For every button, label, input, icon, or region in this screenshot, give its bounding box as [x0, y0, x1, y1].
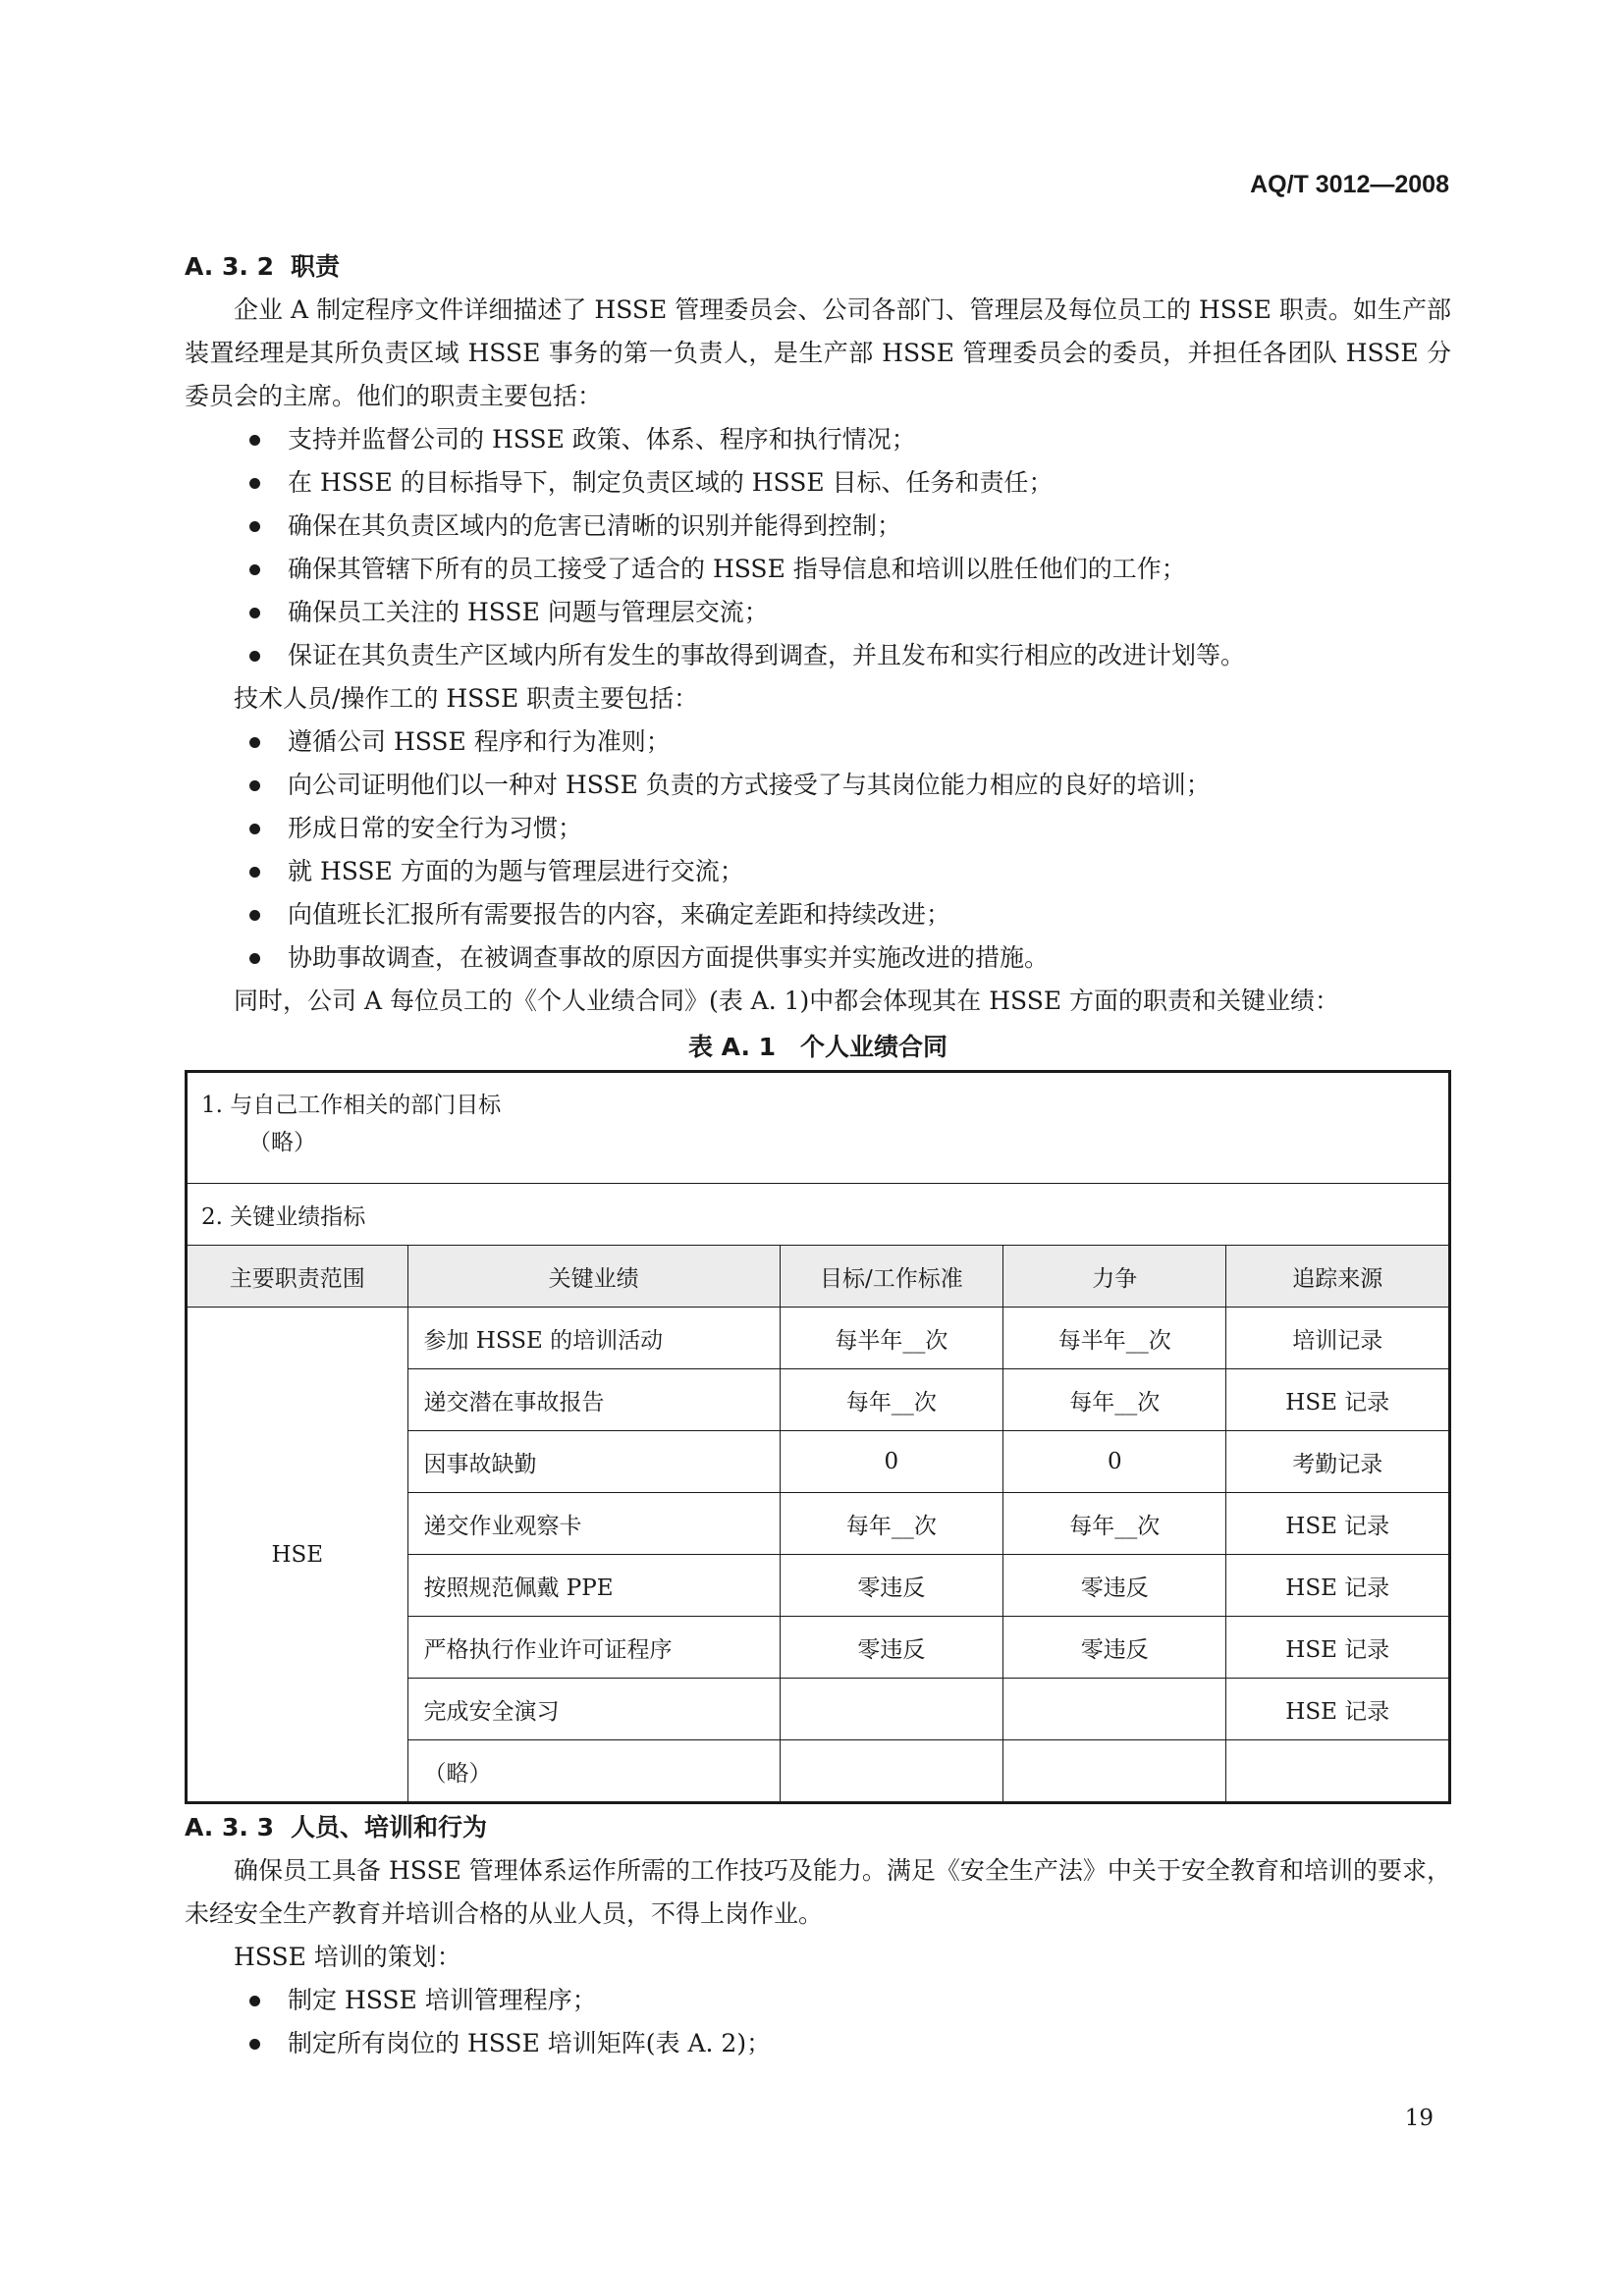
kpi-cell: 按照规范佩戴 PPE	[407, 1555, 780, 1617]
target-cell: 每半年__次	[780, 1308, 1002, 1369]
closing-paragraph: 同时，公司 A 每位员工的《个人业绩合同》(表 A. 1)中都会体现其在 HSSE 方面的职责和关键业绩：	[234, 987, 1340, 1015]
section2-cell: 2. 关键业绩指标	[187, 1184, 1450, 1246]
manager-duties-list	[185, 418, 1451, 677]
scope-cell: HSE	[187, 1308, 408, 1803]
list-item: 向公司证明他们以一种对 HSSE 负责的方式接受了与其岗位能力相应的良好的培训；	[185, 764, 1451, 807]
performance-contract-table	[185, 1070, 1451, 1804]
list-item: 制定所有岗位的 HSSE 培训矩阵(表 A. 2)；	[185, 2022, 1451, 2065]
target-cell: 每年__次	[780, 1493, 1002, 1555]
bullet-icon	[249, 435, 260, 446]
kpi-cell: 参加 HSSE 的培训活动	[407, 1308, 780, 1369]
target-cell: 0	[780, 1431, 1002, 1493]
standard-code: AQ/T 3012—2008	[1250, 171, 1449, 198]
strive-cell: 零违反	[1003, 1555, 1226, 1617]
kpi-cell: 因事故缺勤	[407, 1431, 780, 1493]
source-cell: 培训记录	[1226, 1308, 1450, 1369]
column-header: 主要职责范围	[187, 1246, 408, 1308]
bullet-icon	[249, 953, 260, 964]
table-title: 表 A. 1 个人业绩合同	[687, 1033, 948, 1061]
list-item: 遵循公司 HSSE 程序和行为准则；	[185, 721, 1451, 764]
source-cell	[1226, 1740, 1450, 1803]
source-cell: HSE 记录	[1226, 1493, 1450, 1555]
bullet-icon	[249, 824, 260, 834]
section1-cell	[187, 1072, 1450, 1184]
list-item: 制定 HSSE 培训管理程序；	[185, 1979, 1451, 2022]
kpi-cell: 递交潜在事故报告	[407, 1369, 780, 1431]
kpi-cell: 递交作业观察卡	[407, 1493, 780, 1555]
table-header-row	[187, 1246, 1450, 1308]
list-item: 确保其管辖下所有的员工接受了适合的 HSSE 指导信息和培训以胜任他们的工作；	[185, 548, 1451, 591]
target-cell	[780, 1679, 1002, 1740]
source-cell: HSE 记录	[1226, 1679, 1450, 1740]
list-item: 就 HSSE 方面的为题与管理层进行交流；	[185, 850, 1451, 893]
section-title: 职责	[291, 252, 341, 281]
kpi-cell: 严格执行作业许可证程序	[407, 1617, 780, 1679]
planning-list	[185, 1979, 1451, 2065]
bullet-icon	[249, 780, 260, 791]
bullet-icon	[249, 608, 260, 618]
list-item: 支持并监督公司的 HSSE 政策、体系、程序和执行情况；	[185, 418, 1451, 461]
column-header: 目标/工作标准	[780, 1246, 1002, 1308]
bullet-icon	[249, 478, 260, 489]
target-cell	[780, 1740, 1002, 1803]
list-item: 向值班长汇报所有需要报告的内容，来确定差距和持续改进；	[185, 893, 1451, 936]
training-paragraph: 确保员工具备 HSSE 管理体系运作所需的工作技巧及能力。满足《安全生产法》中关于安全教育和培训的要求，未经安全生产教育并培训合格的从业人员，不得上岗作业。	[185, 1856, 1451, 1928]
table-row	[187, 1308, 1450, 1369]
list-item: 形成日常的安全行为习惯；	[185, 807, 1451, 850]
list-item: 确保在其负责区域内的危害已清晰的识别并能得到控制；	[185, 505, 1451, 548]
list-item: 在 HSSE 的目标指导下，制定负责区域的 HSSE 目标、任务和责任；	[185, 461, 1451, 505]
column-header: 关键业绩	[407, 1246, 780, 1308]
strive-cell: 零违反	[1003, 1617, 1226, 1679]
page-content	[185, 245, 1451, 2065]
table-section-row	[187, 1072, 1450, 1184]
strive-cell	[1003, 1679, 1226, 1740]
bullet-icon	[249, 564, 260, 575]
section-title: 人员、培训和行为	[291, 1813, 488, 1842]
bullet-icon	[249, 867, 260, 878]
section1-label: 1. 与自己工作相关的部门目标	[201, 1093, 502, 1118]
bullet-icon	[249, 1996, 260, 2006]
table-section-row	[187, 1184, 1450, 1246]
section-number: A. 3. 3	[185, 1813, 275, 1842]
column-header: 力争	[1003, 1246, 1226, 1308]
list-item: 协助事故调查，在被调查事故的原因方面提供事实并实施改进的措施。	[185, 936, 1451, 980]
strive-cell: 每年__次	[1003, 1369, 1226, 1431]
source-cell: HSE 记录	[1226, 1555, 1450, 1617]
kpi-cell: （略）	[407, 1740, 780, 1803]
target-cell: 零违反	[780, 1617, 1002, 1679]
intro-paragraph: 企业 A 制定程序文件详细描述了 HSSE 管理委员会、公司各部门、管理层及每位员工的 HSSE 职责。如生产部装置经理是其所负责区域 HSSE 事务的第一负责人，是生产部 HSSE 管理委员会的委员，并担任各团队 HSSE 分委员会的主席。他们的职责主要包括：	[185, 295, 1451, 410]
strive-cell: 每年__次	[1003, 1493, 1226, 1555]
strive-cell: 0	[1003, 1431, 1226, 1493]
page-number: 19	[1404, 2106, 1434, 2131]
bullet-icon	[249, 651, 260, 662]
section-number: A. 3. 2	[185, 252, 275, 281]
bullet-icon	[249, 910, 260, 921]
source-cell: HSE 记录	[1226, 1369, 1450, 1431]
bullet-icon	[249, 737, 260, 748]
planning-label: HSSE 培训的策划：	[234, 1943, 461, 1971]
bullet-icon	[249, 521, 260, 532]
list-item: 确保员工关注的 HSSE 问题与管理层交流；	[185, 591, 1451, 634]
bullet-icon	[249, 2039, 260, 2050]
strive-cell: 每半年__次	[1003, 1308, 1226, 1369]
strive-cell	[1003, 1740, 1226, 1803]
kpi-cell: 完成安全演习	[407, 1679, 780, 1740]
source-cell: HSE 记录	[1226, 1617, 1450, 1679]
section1-note: （略）	[248, 1130, 316, 1155]
section-heading-a32	[185, 245, 1451, 289]
list-item: 保证在其负责生产区域内所有发生的事故得到调查，并且发布和实行相应的改进计划等。	[185, 634, 1451, 677]
tech-intro: 技术人员/操作工的 HSSE 职责主要包括：	[234, 684, 699, 713]
target-cell: 零违反	[780, 1555, 1002, 1617]
tech-duties-list	[185, 721, 1451, 980]
section-heading-a33	[185, 1806, 1451, 1849]
source-cell: 考勤记录	[1226, 1431, 1450, 1493]
column-header: 追踪来源	[1226, 1246, 1450, 1308]
target-cell: 每年__次	[780, 1369, 1002, 1431]
